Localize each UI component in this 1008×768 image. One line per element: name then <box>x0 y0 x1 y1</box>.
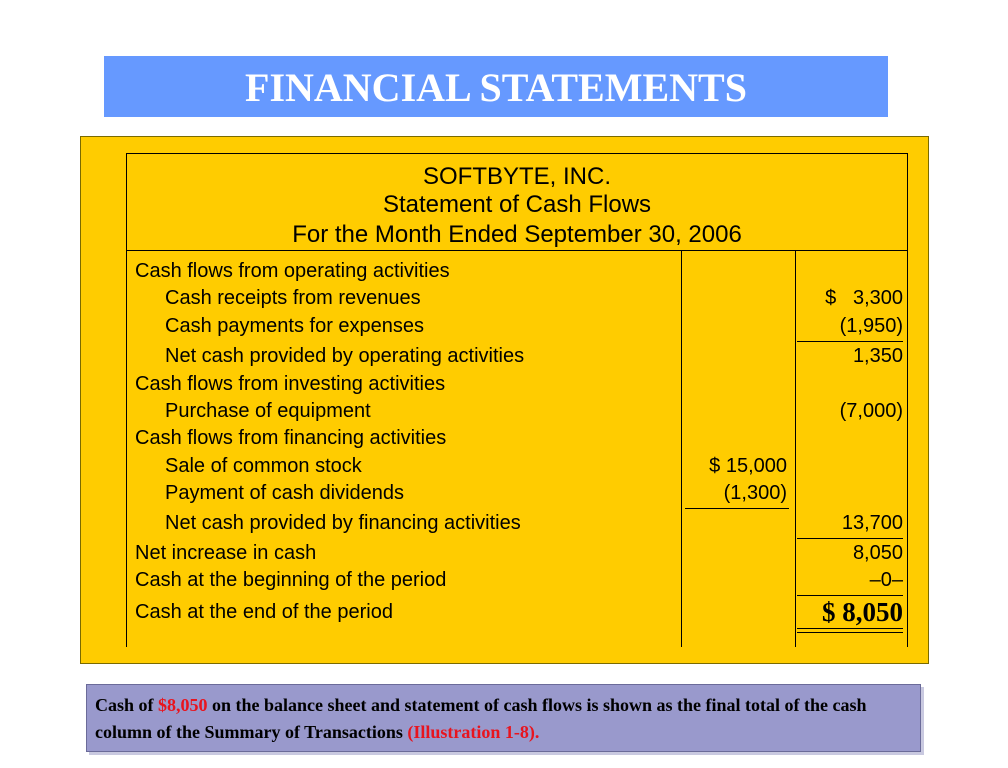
row-amount: (1,950) <box>839 315 903 337</box>
statement-row <box>127 313 907 339</box>
statement-row <box>127 371 907 397</box>
subtotal-underline <box>797 595 903 596</box>
row-label: Net cash provided by financing activities <box>165 512 521 534</box>
row-label: Net increase in cash <box>135 542 317 564</box>
row-amount: 1,350 <box>852 345 903 367</box>
row-amount: 13,700 <box>841 512 903 534</box>
slide-title: FINANCIAL STATEMENTS <box>104 56 888 117</box>
statement-row <box>127 510 907 536</box>
statement-row <box>127 597 907 627</box>
statement-row <box>127 567 907 593</box>
double-underline-top <box>797 628 903 629</box>
statement-row <box>127 285 907 311</box>
row-label: Cash flows from financing activities <box>135 427 447 449</box>
cash-flow-statement <box>126 153 908 647</box>
row-label: Cash at the beginning of the period <box>135 569 447 591</box>
statement-name: Statement of Cash Flows <box>382 191 652 218</box>
row-label: Cash receipts from revenues <box>165 287 421 309</box>
header-divider <box>127 250 907 251</box>
row-label: Purchase of equipment <box>165 400 371 422</box>
statement-row <box>127 398 907 424</box>
row-label: Sale of common stock <box>165 455 362 477</box>
row-label: Cash flows from investing activities <box>135 373 446 395</box>
statement-row <box>127 453 907 479</box>
statement-panel <box>80 136 929 664</box>
row-label: Cash flows from operating activities <box>135 260 450 282</box>
subtotal-underline <box>797 538 903 539</box>
row-amount: $ 15,000 <box>709 455 787 477</box>
statement-row <box>127 480 907 506</box>
statement-row <box>127 343 907 369</box>
company-name: SOFTBYTE, INC. <box>422 163 611 190</box>
row-label: Net cash provided by operating activities <box>165 345 525 367</box>
double-underline-bottom <box>797 632 903 633</box>
note-text: on the balance sheet and statement of cash flows is shown as the final total of the cash column of the Summary of Transactions <box>95 695 867 742</box>
note-highlight-amount: $8,050 <box>158 695 208 715</box>
row-amount: (1,300) <box>723 482 787 504</box>
subtotal-underline <box>685 508 789 509</box>
statement-row <box>127 258 907 284</box>
final-cash-amount: $ 8,050 <box>822 597 903 627</box>
row-amount: –0– <box>869 569 903 591</box>
statement-row <box>127 540 907 566</box>
subtotal-underline <box>797 341 903 342</box>
row-label: Cash payments for expenses <box>165 315 425 337</box>
row-label: Payment of cash dividends <box>165 482 405 504</box>
row-label: Cash at the end of the period <box>135 601 393 623</box>
explanation-note <box>86 684 921 752</box>
row-amount: 8,050 <box>852 542 903 564</box>
note-illustration-reference: (Illustration 1-8). <box>407 722 540 742</box>
row-amount: $ 3,300 <box>825 287 903 309</box>
statement-row <box>127 425 907 451</box>
note-text: Cash of <box>95 695 159 715</box>
statement-period: For the Month Ended September 30, 2006 <box>292 221 742 248</box>
row-amount: (7,000) <box>839 400 903 422</box>
